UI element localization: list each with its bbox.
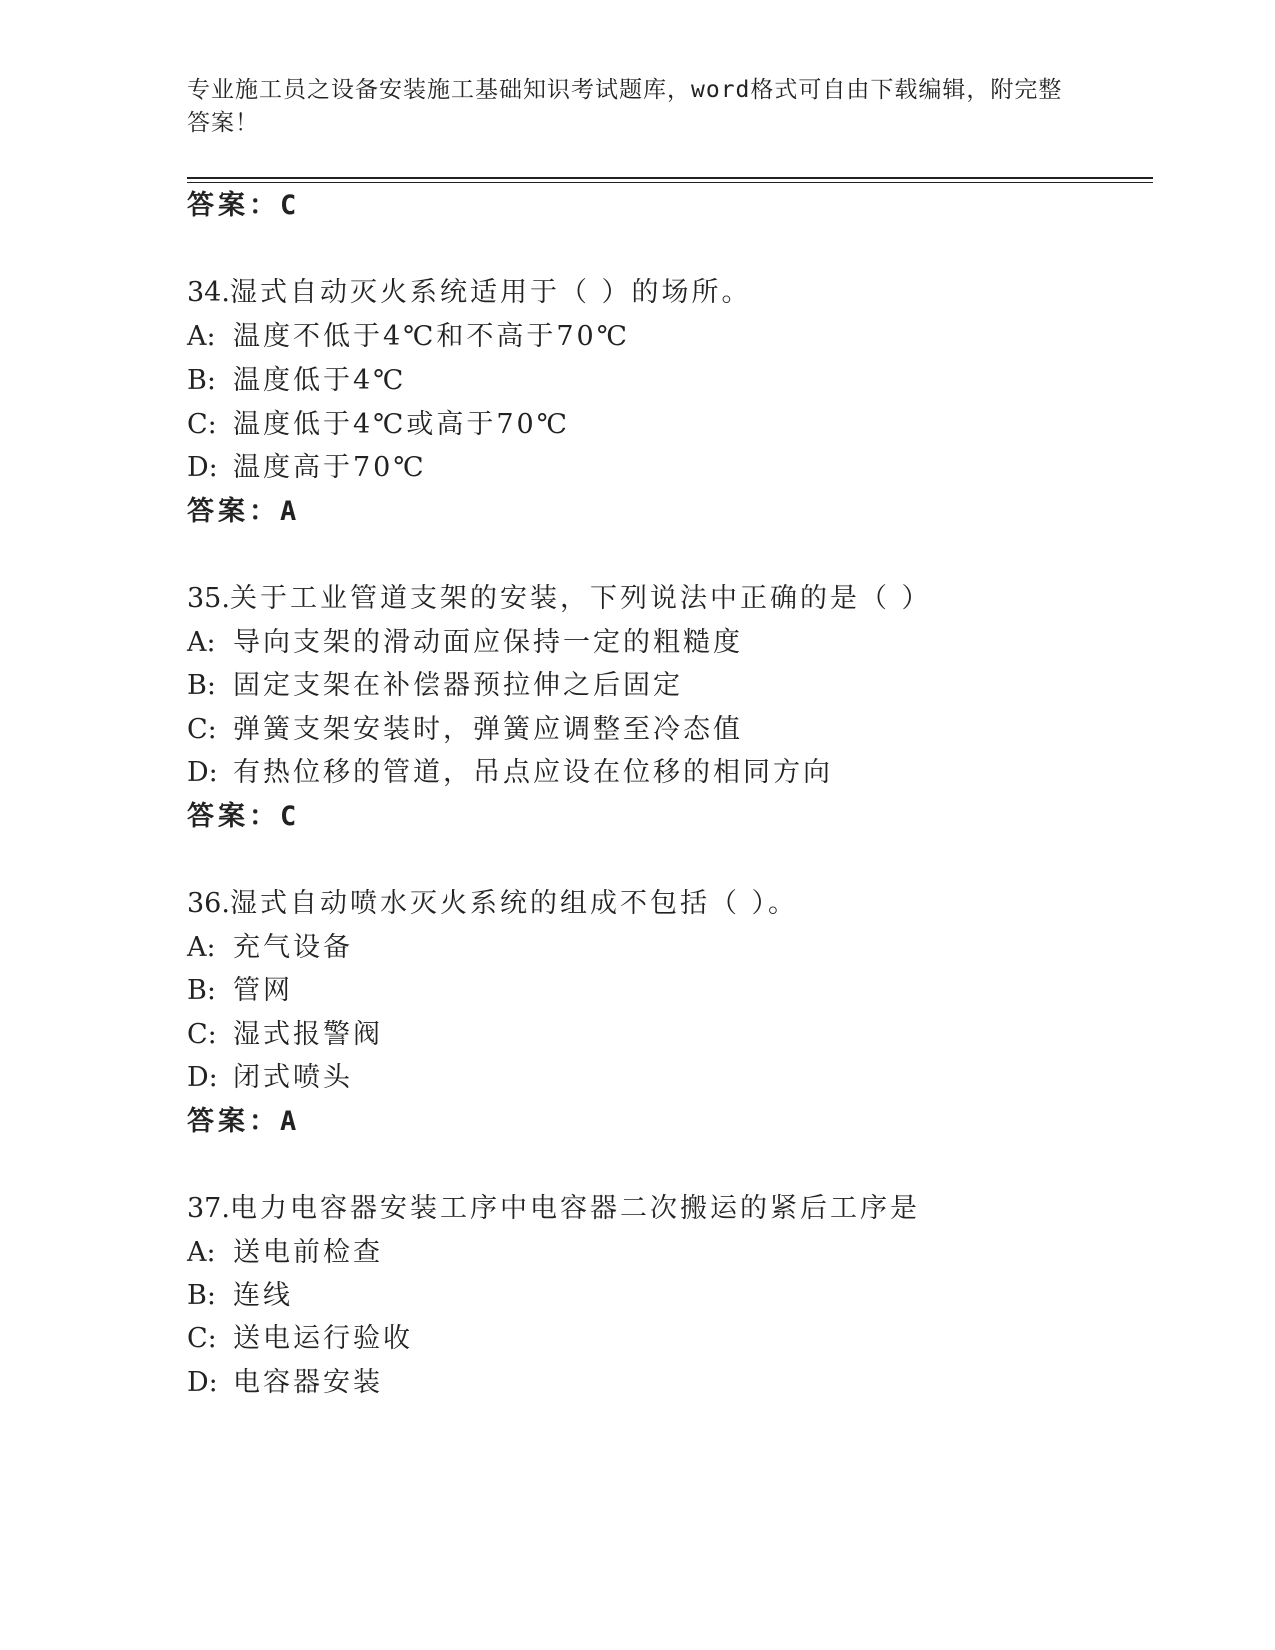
question-text: 湿式自动喷水灭火系统的组成不包括（ ）。 [229, 888, 799, 919]
option-line [187, 452, 427, 484]
option-line [187, 627, 743, 659]
answer-line [187, 496, 298, 528]
option-line [187, 714, 743, 746]
answer-value: A [280, 496, 299, 527]
answer-label: 答案： [187, 801, 280, 832]
option-letter: A: [187, 627, 216, 658]
option-text: 充气设备 [233, 932, 353, 963]
option-text: 送电前检查 [233, 1237, 383, 1268]
question-stem [187, 583, 932, 615]
document-header: 专业施工员之设备安装施工基础知识考试题库，word格式可自由下载编辑，附完整答案！ [187, 77, 1063, 136]
answer-value: A [280, 1106, 299, 1137]
option-text: 温度不低于4℃和不高于70℃ [233, 321, 630, 352]
header-divider [187, 177, 1153, 179]
option-text: 湿式报警阀 [233, 1019, 383, 1050]
option-line [187, 932, 353, 964]
option-line [187, 409, 570, 441]
question-number: 36. [187, 888, 230, 919]
option-text: 连线 [233, 1280, 293, 1311]
answer-label: 答案： [187, 1106, 280, 1137]
question-text: 湿式自动灭火系统适用于（ ）的场所。 [229, 277, 752, 308]
option-text: 导向支架的滑动面应保持一定的粗糙度 [233, 627, 743, 658]
option-line [187, 1280, 293, 1312]
answer-line [187, 190, 298, 222]
option-line [187, 1019, 383, 1051]
option-text: 固定支架在补偿器预拉伸之后固定 [233, 670, 683, 701]
option-letter: C: [187, 1323, 217, 1354]
option-line [187, 1237, 383, 1269]
option-letter: A: [187, 932, 216, 963]
option-text: 闭式喷头 [233, 1062, 353, 1093]
option-line [187, 975, 293, 1007]
answer-line [187, 1106, 298, 1138]
option-letter: D: [187, 1367, 218, 1398]
question-stem [187, 888, 798, 920]
option-letter: B: [187, 365, 216, 396]
option-line [187, 365, 406, 397]
option-letter: B: [187, 670, 216, 701]
option-letter: B: [187, 1280, 216, 1311]
option-text: 管网 [233, 975, 293, 1006]
option-text: 温度低于4℃ [233, 365, 407, 396]
option-line [187, 670, 683, 702]
question-text: 电力电容器安装工序中电容器二次搬运的紧后工序是 [229, 1193, 920, 1224]
option-letter: C: [187, 409, 217, 440]
answer-label: 答案： [187, 496, 280, 527]
option-text: 有热位移的管道，吊点应设在位移的相同方向 [233, 757, 833, 788]
option-letter: D: [187, 757, 218, 788]
option-line [187, 1323, 413, 1355]
option-letter: A: [187, 321, 216, 352]
option-text: 弹簧支架安装时，弹簧应调整至冷态值 [233, 714, 743, 745]
header-divider-thin [187, 182, 1153, 183]
option-text: 送电运行验收 [233, 1323, 413, 1354]
option-letter: C: [187, 714, 217, 745]
option-letter: B: [187, 975, 216, 1006]
question-stem [187, 1193, 920, 1225]
option-letter: A: [187, 1237, 216, 1268]
question-number: 35. [187, 583, 230, 614]
answer-value: C [280, 190, 299, 221]
option-line [187, 1062, 353, 1094]
option-text: 温度高于70℃ [233, 452, 427, 483]
question-number: 34. [187, 277, 230, 308]
option-letter: D: [187, 1062, 218, 1093]
question-stem [187, 277, 752, 309]
option-line [187, 1367, 383, 1399]
answer-line [187, 801, 298, 833]
option-line [187, 757, 833, 789]
option-line [187, 321, 630, 353]
option-letter: D: [187, 452, 218, 483]
answer-label: 答案： [187, 190, 280, 221]
option-text: 温度低于4℃或高于70℃ [233, 409, 570, 440]
question-number: 37. [187, 1193, 230, 1224]
option-text: 电容器安装 [233, 1367, 383, 1398]
answer-value: C [280, 801, 299, 832]
option-letter: C: [187, 1019, 217, 1050]
question-text: 关于工业管道支架的安装，下列说法中正确的是（ ） [229, 583, 932, 614]
